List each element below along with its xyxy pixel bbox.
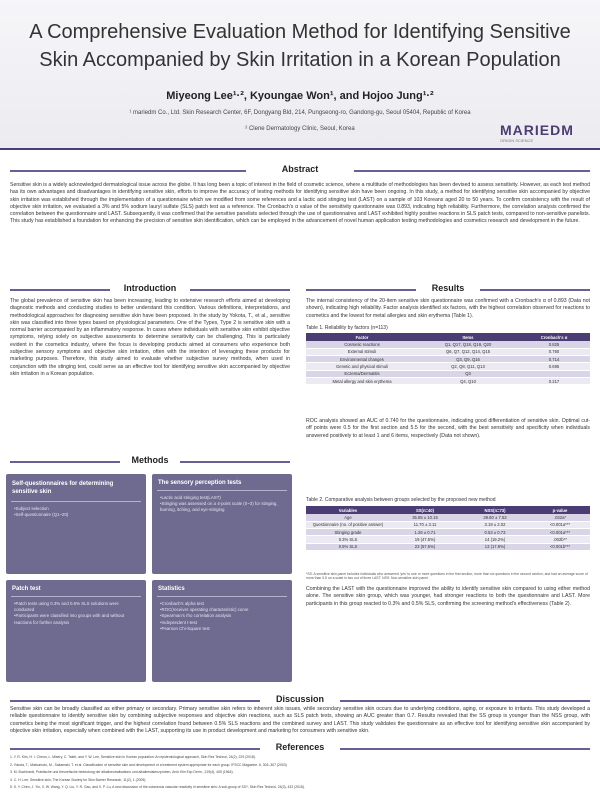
column-header: Items <box>418 333 518 341</box>
box-divider <box>157 596 287 597</box>
table-cell: External stimuli <box>306 348 418 355</box>
table-cell: <0.001a*** <box>530 529 590 536</box>
table-cell: Metal allergy and skin erythema <box>306 377 418 384</box>
table-cell: Cosmetic reactions <box>306 341 418 348</box>
discussion-rule-left <box>10 700 260 702</box>
box-title: Statistics <box>158 586 185 592</box>
abstract-rule-right <box>354 170 590 172</box>
list-item: • Patch tests using 0.3% and 0.5% SLS solutions were conducted <box>14 601 140 613</box>
list-item: • Self-questionnaire (Q1~20) <box>14 512 140 518</box>
results-text-1: The internal consistency of the 20-item sensitive skin questionnaire was confirmed with a Cronbach's α of 0.893 (Data not shown), indicating high reliability. Factor analysis identified six factors, with the highest correlation observed for reactions to cosmetics and the lowest for metal allergies and skin erythema (Table 1). <box>306 298 590 319</box>
references-rule-left <box>10 748 260 750</box>
table-row <box>306 356 590 363</box>
box-title: Self-questionnaires for determining sensitive skin <box>12 481 114 495</box>
column-header: SS(n=40) <box>390 506 460 514</box>
table1-caption: Table 1. Reliability by factors (n=113) <box>306 325 388 331</box>
reference-item: 4. C. H. Lee, Sensitive skin, The Korean Society for Skin Barrier Research, 11(2), 1 (2009). <box>10 777 147 782</box>
reference-item: 5. S. Y. Chen, J. Yin, X. W. Wang, Y. Q. Liu, Y. R. Gao, and X. P. Lu, A new discussion of the cutaneous vascular reactivity in sensitive skin: A sub-group of SS?, Skin Res Technol, 24(3), 432 (2018). <box>10 785 305 789</box>
method-box-statistics <box>152 580 292 682</box>
table-row <box>306 536 590 543</box>
discussion-rule-right <box>340 700 590 702</box>
introduction-text: The global prevalence of sensitive skin has been increasing, leading to extensive research efforts aimed at developing diagnostic methods and conducting studies to better understand this condition. Various definitions, interpretations, and methodological approaches for diagnosing sensitive skin have been proposed. In the study by Yokota, T., et al., sensitive skin was classified into three types based on physiological parameters. One of the Types, Type 2 is sensitive skin with a normal barrier accompanied by an inflammatory response. In cases where individuals with sensitive skin exhibit objective symptoms, relying solely on subjective assessments to determine sensitivity can be challenging. This is particularly evident in the cosmetics industry, where the focus is developing products aimed at consumers who experience both subjective sensory symptoms and objective skin irritation, often with the intention of leveraging these products for marketing purposes. Therefore, this study aimed to evaluate whether subjective survey methods, when used in conjunction with the stinging test, could serve as an effective tool for identifying sensitive skin accompanied by objective skin irritation in a Korean population. <box>10 298 290 377</box>
results-text-3: Combining the LAST with the questionnaire improved the ability to identify sensitive skin compared to using either method alone. The sensitive skin group, which was younger, had stronger reactions to both the questionnaire and LAST. More participants in this group reacted to 0.3% and 0.5% SLS, confirming the screening method's effectiveness (Table 2). <box>306 586 590 607</box>
list-item: • Cronbach's alpha test <box>160 601 286 607</box>
abstract-rule-left <box>10 170 246 172</box>
table2-footnote: *SS: A sensitive skin panel includes individuals who answered 'yes' to one or more questions in the first section, more than six questions in the second section, and had an average score of more than 0.5 on a scale in two out of three LAST. NSS: Non-sensitive skin panel. <box>306 572 588 581</box>
table-cell: <0.001a*** <box>530 521 590 528</box>
list-item: • Participants were classified into groups with and without reactions for further analysis <box>14 613 140 625</box>
list-item: • Pearson Chi-Square test <box>160 626 286 632</box>
column-header: Factor <box>306 333 418 341</box>
box-title: Patch test <box>12 586 41 592</box>
table-cell: .032a* <box>530 514 590 521</box>
table-cell: Q3 <box>418 370 518 377</box>
table-cell: 14 (19.2%) <box>460 536 530 543</box>
table-cell: Q2, Q8, Q11, Q13 <box>418 363 518 370</box>
table-cell: 0.760 <box>518 348 590 355</box>
mariedm-logo <box>500 122 588 146</box>
table2-caption: Table 2. Comparative analysis between groups selected by the proposed new method <box>306 497 496 503</box>
table-row <box>306 529 590 536</box>
column-header: Variables <box>306 506 390 514</box>
table-cell: 23 (57.5%) <box>390 543 460 550</box>
table-cell: 0.5% SLS <box>306 543 390 550</box>
reference-item: 3. M. Buchhardt, Praktische und theoretische bedeutung der alkalineutralisations und alkaliresistenzproben, Arch Klin Exp Derm., 219(4), 405 (1964). <box>10 770 234 774</box>
method-box-sensory-tests <box>152 474 292 574</box>
intro-rule-left <box>10 289 110 291</box>
references-list <box>10 754 590 792</box>
table-cell: 3.19 ± 2.02 <box>460 521 530 528</box>
table-cell: 0.825 <box>518 341 590 348</box>
affiliation-1: ¹ mariedm Co., Ltd. Skin Research Center, 6F, Dongyang Bld, 214, Pungseong-ro, Gandong-gu, Seoul 05404, Republic of Korea <box>129 110 471 116</box>
table-row <box>306 363 590 370</box>
table-cell: 13 (17.8%) <box>460 543 530 550</box>
method-box-questionnaire <box>6 474 146 574</box>
table-cell: 0.3% SLS <box>306 536 390 543</box>
introduction-heading: Introduction <box>123 283 177 293</box>
authors: Miyeong Lee¹·², Kyoungae Won¹, and Hojoo Jung¹·² <box>166 90 434 102</box>
table-cell: Eczema/Dermatitis <box>306 370 418 377</box>
list-item: • Independent t-test <box>160 620 286 626</box>
discussion-heading: Discussion <box>275 694 324 704</box>
box-list <box>160 601 286 632</box>
table-row <box>306 543 590 550</box>
list-item: • Lactic acid stinging test(LAST) <box>160 495 286 501</box>
table-cell: 11.70 ± 3.11 <box>390 521 460 528</box>
table-cell: Q4, Q10 <box>418 377 518 384</box>
results-heading: Results <box>431 283 465 293</box>
table-cell: <0.001b*** <box>530 543 590 550</box>
table-cell: 0.714 <box>518 356 590 363</box>
box-divider <box>11 596 141 597</box>
box-divider <box>157 490 287 491</box>
table-header-row <box>306 333 590 341</box>
table-cell <box>518 370 590 377</box>
table-cell: Genetic and physical stimuli <box>306 363 418 370</box>
discussion-text: Sensitive skin can be broadly classified as either primary or secondary. Primary sensitive skin refers to inherent skin issues, while secondary sensitive skin occurs due to underlying conditions, aging, or exposure to irritants. This study developed a reliable questionnaire to identify sensitive skin by combining subjective responses and objective skin reactions, such as SLS patch tests, showing an AUC greater than 0.7. Results revealed that the SS group is younger than the NSS group, with cosmetics being the most significant trigger, and the highest correlation found between 0.5% SLS reactions and the combined survey and LAST. This study validates the questionnaire as an effective tool for identifying sensitive skin accompanied by objective skin irritation, especially when combined with the LAST, supporting its use in product development and marketing for consumers with sensitive skin. <box>10 706 590 734</box>
table-row <box>306 377 590 384</box>
reference-item: 2. Yokota, T., Matsumoto, M., Sakamaki, T. et al. Classification of sensitive skin and development of a treatment system appropriate for each group. IFSCC Magazine. 6, 303–307 (2003) <box>10 762 287 767</box>
results-text-2: ROC analysis showed an AUC of 0.740 for the questionnaire, indicating good differentiation of sensitive skin. Optimal cut-off points were 0.5 for the first section and 5.5 for the second, with the best sensitivity and specificity when individuals answered positively to at least 1 and 6 items, respectively (Data not shown). <box>306 418 590 439</box>
references-rule-right <box>340 748 590 750</box>
table-row <box>306 370 590 377</box>
table-cell: Stinging grade <box>306 529 390 536</box>
logo-text: MARIEDM <box>500 122 574 138</box>
references-heading: References <box>275 742 325 752</box>
results-rule-right <box>480 289 590 291</box>
table-cell: Q3, Q9, Q16 <box>418 356 518 363</box>
table-cell: 39.60 ± 7.53 <box>460 514 530 521</box>
box-title: The sensory perception tests <box>158 480 242 486</box>
table-cell: Questionnaire (no. of positive answer) <box>306 521 390 528</box>
list-item: • Stinging was assessed on a 4-point scale (0~3) for stinging, burning, itching, and eye-stinging <box>160 501 286 513</box>
poster-title: A Comprehensive Evaluation Method for Identifying Sensitive Skin Accompanied by Skin Irritation in a Korean Population <box>29 21 571 71</box>
box-list <box>14 506 140 518</box>
method-box-patch-test <box>6 580 146 682</box>
list-item: • ROC(receiver operating characteristic) curve <box>160 607 286 613</box>
logo-subtext: ORIGIN SCIENCE <box>500 138 534 143</box>
methods-heading: Methods <box>131 455 169 465</box>
abstract-text: Sensitive skin is a widely acknowledged dermatological issue across the globe. It has long been a topic of interest in the field of cosmetic science, where a multitude of methodologies has been devised to assess sensitivity. However, as each test method has its own advantages and disadvantages in identifying sensitive skin, efforts to improve the accuracy of testing methods for identifying sensitive skin have been ongoing. In this study, a method for identifying sensitive skin accompanied by objective skin irritation was established through the implementation of a questionnaire which we modified from some references and a lactic acid stinging test (LAST) on a sample of 103 Koreans aged 20 to 50 years. To confirm consistency with the result of objective skin irritation, we evaluated a 3% and 5% sodium lauryl sulfate (SLS) patch test as a reference. The Cronbach's α value of the sensitivity questionnaire was 0.893, indicating high reliability. Furthermore, the correlation analysis confirmed the correlation between the questionnaire and LAST. Subsequently, it was confirmed that the sensitive panelists selected through the use of questionnaires and LAST exhibited highly positive reactions in SLS patch tests, compared to non-sensitive panelists. This study has established a foundation for enhancing the precision of sensitive skin identification, which can be employed in the advancement of novel human application testing methodologies and cosmetics research and development in the future. <box>10 182 590 225</box>
reference-item: 1. Y. R. Kim, H. I. Cheon, L. Misery, C. Taieb, and Y. W. Lee, Sensitive skin in Korean population: An epidemiological approach, Skin Res Technol, 24(2), 229 (2018). <box>10 755 256 759</box>
results-rule-left <box>306 289 416 291</box>
table-cell: 35.85 ± 10.15 <box>390 514 460 521</box>
table-cell: 0.217 <box>518 377 590 384</box>
poster-header <box>0 0 600 150</box>
box-list <box>14 601 140 626</box>
table-cell: 1.26 ± 0.71 <box>390 529 460 536</box>
affiliation-2: ² Clene Dermatology Clinic, Seoul, Korea <box>245 126 355 132</box>
table-row <box>306 348 590 355</box>
column-header: NSS(n=73) <box>460 506 530 514</box>
table-row <box>306 514 590 521</box>
table-row <box>306 521 590 528</box>
list-item: • Spearman's rho correlation analysis <box>160 613 286 619</box>
column-header: p-value <box>530 506 590 514</box>
list-item: • Subject selection <box>14 506 140 512</box>
table-cell: .002b** <box>530 536 590 543</box>
methods-rule-right <box>180 461 290 463</box>
table-row <box>306 341 590 348</box>
intro-rule-right <box>190 289 290 291</box>
table-group-comparison <box>306 506 590 551</box>
table-cell: 0.695 <box>518 363 590 370</box>
methods-rule-left <box>10 461 120 463</box>
column-header: Cronbach's α <box>518 333 590 341</box>
table-cell: 19 (47.5%) <box>390 536 460 543</box>
table-cell: Q6, Q7, Q12, Q14, Q15 <box>418 348 518 355</box>
abstract-heading: Abstract <box>281 164 319 174</box>
box-divider <box>11 501 141 502</box>
box-list <box>160 495 286 514</box>
table-header-row <box>306 506 590 514</box>
table-reliability <box>306 333 590 385</box>
table-cell: Q1, Q17, Q18, Q19, Q20 <box>418 341 518 348</box>
table-cell: 0.53 ± 0.73 <box>460 529 530 536</box>
table-cell: Age <box>306 514 390 521</box>
table-cell: Environmental changes <box>306 356 418 363</box>
